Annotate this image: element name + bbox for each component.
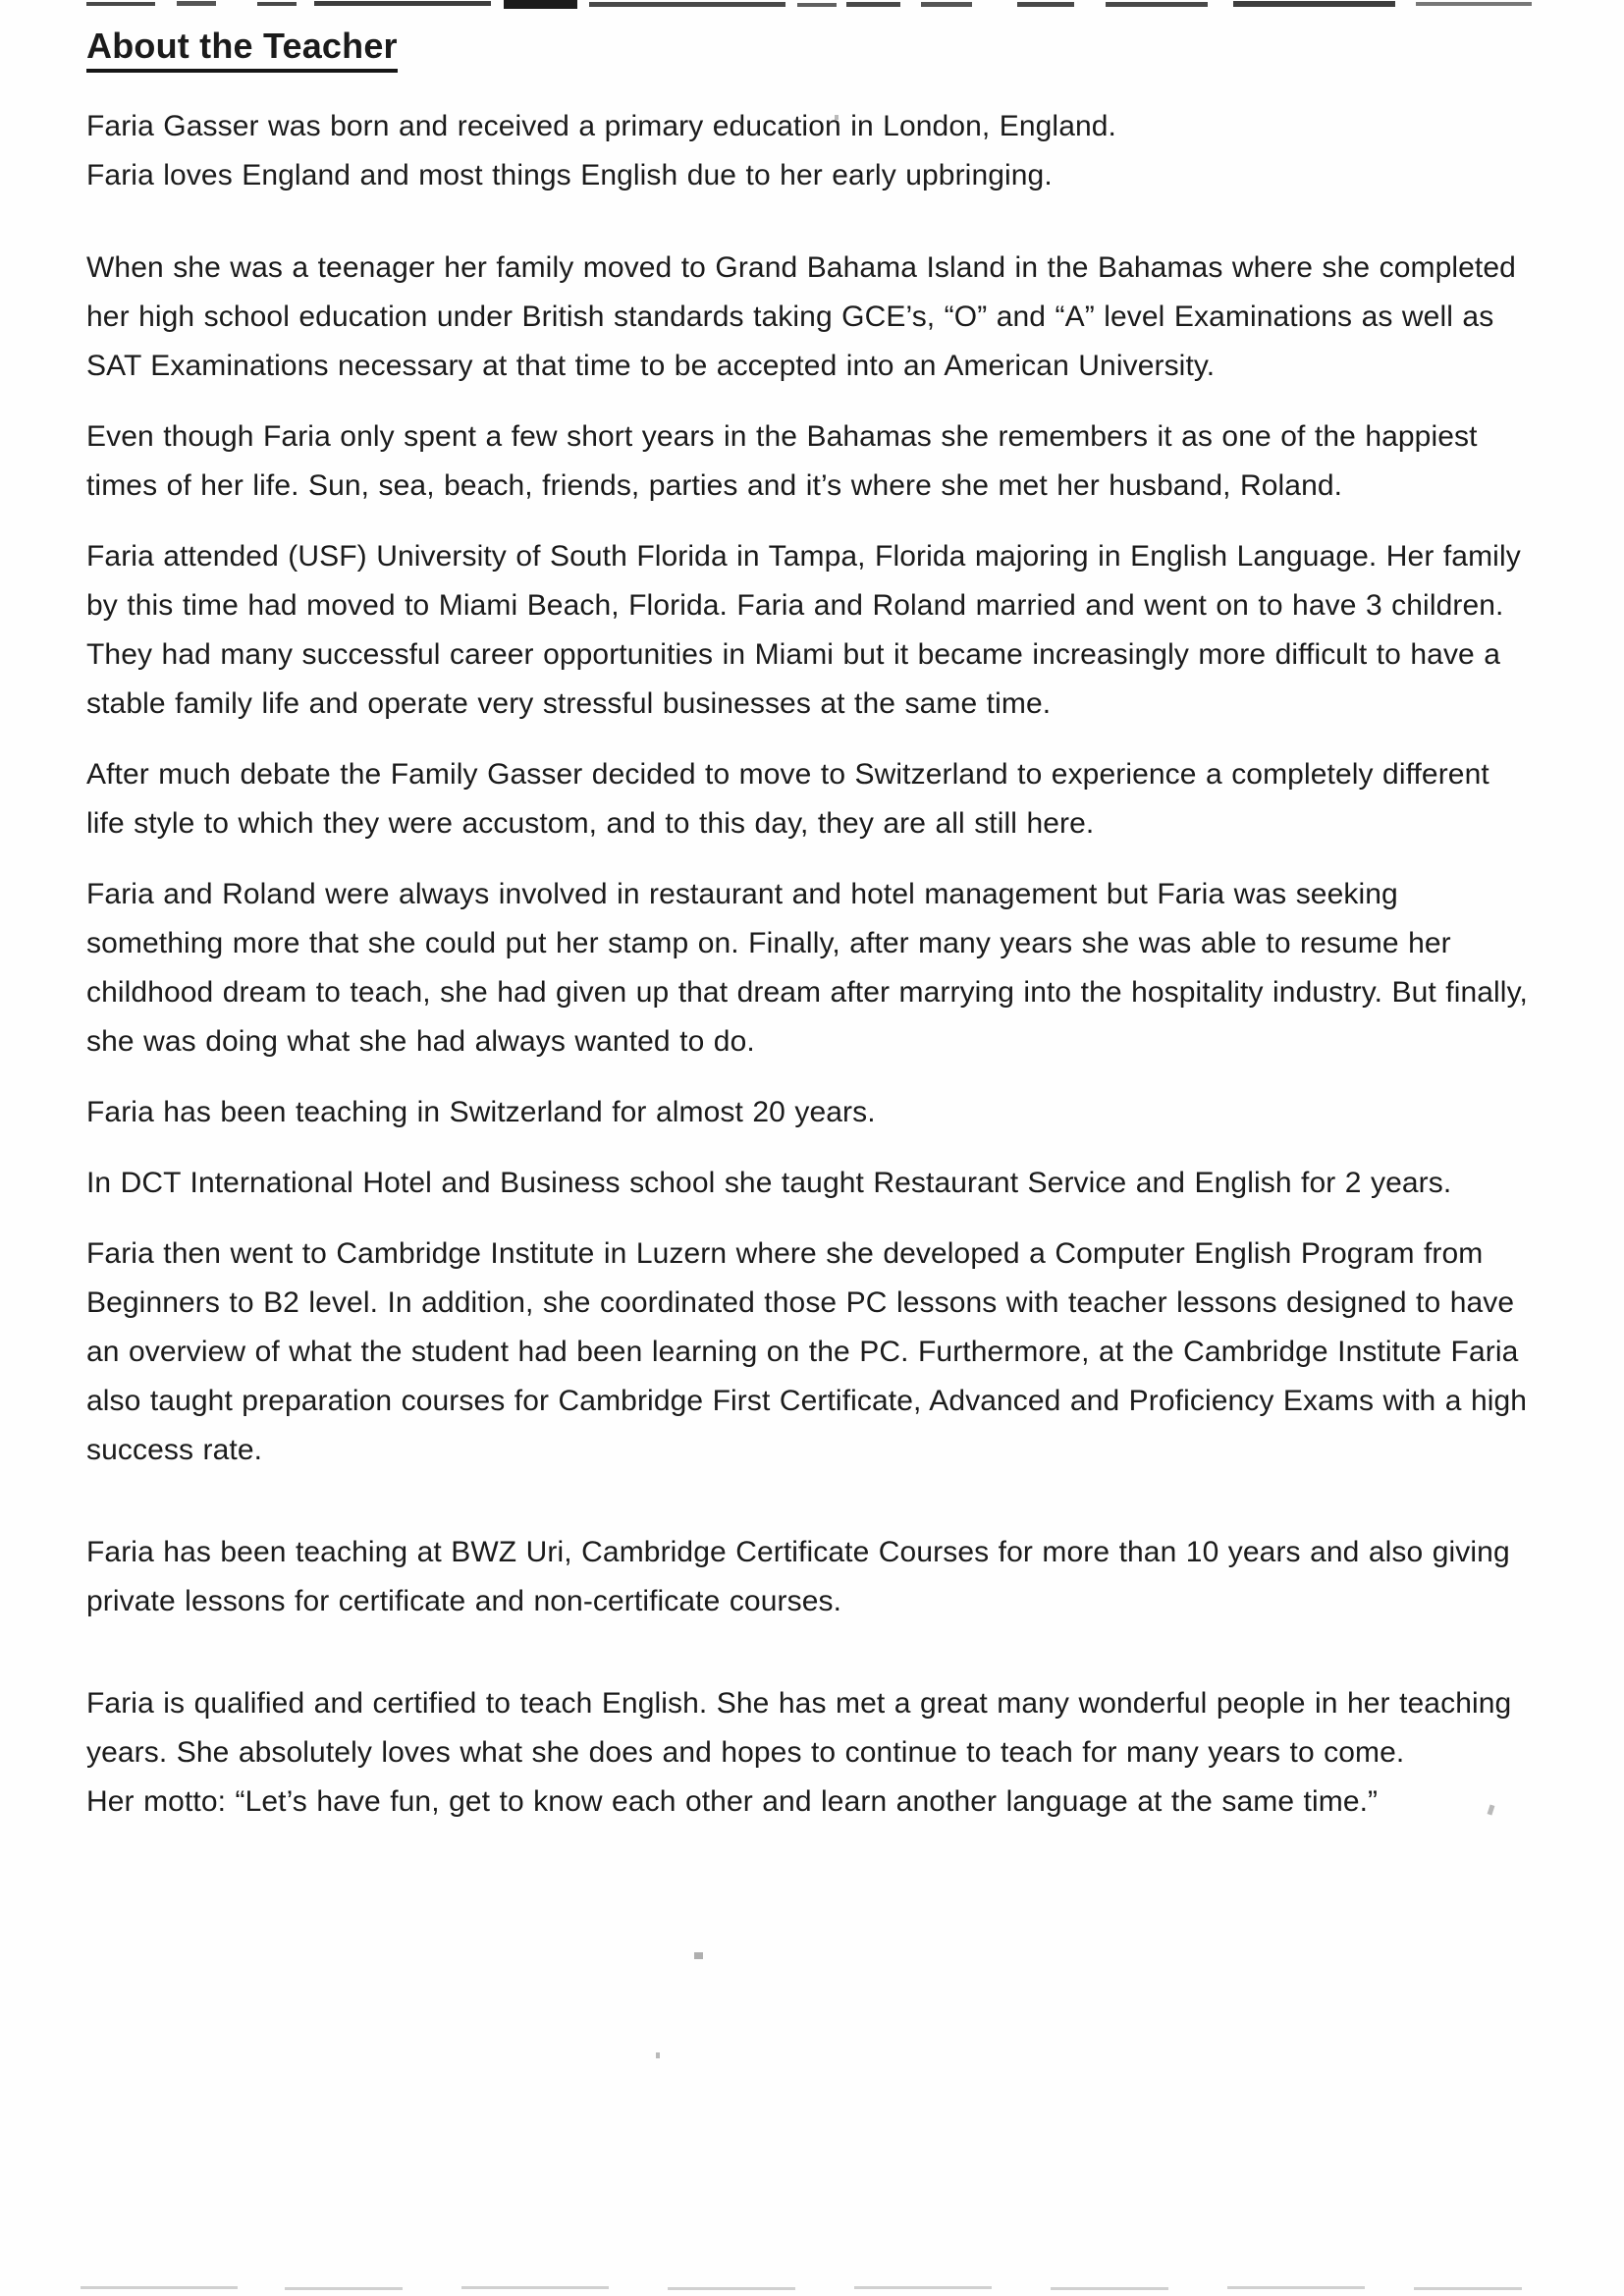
scan-dash <box>1233 1 1395 7</box>
paragraph-bwz-uri: Faria has been teaching at BWZ Uri, Cambridge Certificate Courses for more than 10 years and also giving private lessons for certificate and non-certificate courses. <box>86 1536 1510 1618</box>
page-title: About the Teacher <box>86 26 398 73</box>
paragraph-qualified: Faria is qualified and certified to teach English. She has met a great many wonderful people in her teaching years. She absolutely loves what she does and hopes to continue to teach for many years to come. <box>86 1687 1512 1770</box>
paragraph-cambridge-institute: Faria then went to Cambridge Institute in Luzern where she developed a Computer English Program from Beginners to B2 level. In addition, she coordinated those PC lessons with teacher lessons designed to have an overview of what the student had been learning on the PC. Furthermore, at the Cambridge Institute Faria also taught preparation courses for Cambridge First Certificate, Advanced and Proficiency Exams with a high success rate. <box>86 1237 1528 1467</box>
paragraph-teaching-20-years: Faria has been teaching in Switzerland for almost 20 years. <box>86 1096 876 1129</box>
scan-speck <box>835 115 839 120</box>
scan-dash <box>854 2286 992 2289</box>
paragraph-happiest-times: Even though Faria only spent a few short years in the Bahamas she remembers it as one of the happiest times of her life. Sun, sea, beach, friends, parties and it’s where she met her husband, Roland. <box>86 420 1478 503</box>
scan-dash <box>504 0 577 9</box>
paragraph-usf-miami: Faria attended (USF) University of South Florida in Tampa, Florida majoring in English Language. Her family by this time had moved to Miami Beach, Florida. Faria and Roland married and went on to have 3 children. They had many successful career opportunities in Miami but it became increasingly more difficult to have a stable family life and operate very stressful businesses at the same time. <box>86 540 1521 721</box>
paragraph-restaurant-hotel: Faria and Roland were always involved in restaurant and hotel management but Faria was seeking something more that she could put her stamp on. Finally, after many years she was able to resume her childhood dream to teach, she had given up that dream after marrying into the hospitality industry. But finally, she was doing what she had always wanted to do. <box>86 878 1528 1059</box>
scan-speck <box>694 1952 703 1959</box>
scan-dash <box>797 3 837 7</box>
scan-dash <box>1051 2287 1168 2290</box>
scan-dash <box>921 2 972 7</box>
paragraph-dct-school: In DCT International Hotel and Business school she taught Restaurant Service and English for 2 years. <box>86 1167 1452 1200</box>
scan-dash <box>86 2 155 6</box>
paragraph-loves-england: Faria loves England and most things English due to her early upbringing. <box>86 159 1053 192</box>
scan-dash <box>461 2286 609 2289</box>
scan-speck <box>656 2052 660 2058</box>
scan-dash <box>1416 2 1532 6</box>
scan-dash <box>257 2 297 6</box>
scan-dash <box>668 2287 795 2290</box>
scan-dash <box>589 2 785 7</box>
paragraph-switzerland-move: After much debate the Family Gasser decided to move to Switzerland to experience a completely different life style to which they were accustom, and to this day, they are all still here. <box>86 758 1489 841</box>
scan-dash <box>314 1 491 6</box>
paragraph-bahamas-move: When she was a teenager her family moved to Grand Bahama Island in the Bahamas where she completed her high school education under British standards taking GCE’s, “O” and “A” level Examinations as well as SAT Examinations necessary at that time to be accepted into an American University. <box>86 251 1516 383</box>
paragraph-motto: Her motto: “Let’s have fun, get to know each other and learn another language at the same time.” <box>86 1785 1379 1819</box>
scan-dash <box>1017 2 1074 7</box>
paragraph-birth: Faria Gasser was born and received a primary education in London, England. <box>86 110 1116 143</box>
scan-dash <box>285 2287 403 2290</box>
scan-dash <box>177 1 216 6</box>
scan-dash <box>81 2286 238 2289</box>
scan-dash <box>846 2 900 7</box>
scan-dash <box>1106 2 1208 7</box>
scan-dash <box>1414 2287 1522 2290</box>
scan-dash <box>1227 2286 1365 2289</box>
